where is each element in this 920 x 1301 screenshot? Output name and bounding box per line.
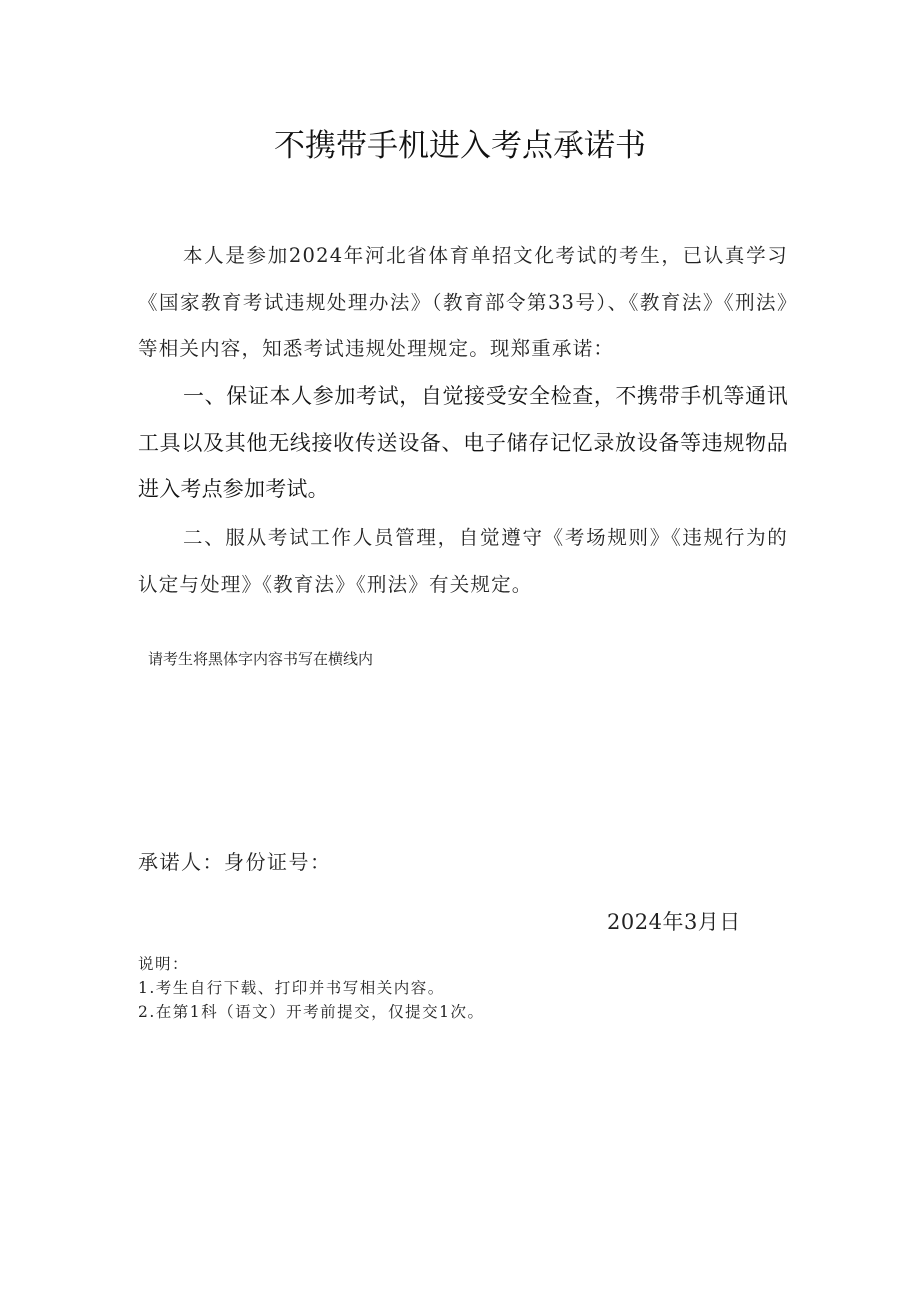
commitment-item-2: 二、服从考试工作人员管理，自觉遵守《考场规则》《违规行为的认定与处理》《教育法》《刑法》有关规定。 xyxy=(138,526,788,596)
commitment-intro-paragraph: 本人是参加2024年河北省体育单招文化考试的考生，已认真学习《国家教育考试违规处理办法》（教育部令第33号）、《教育法》《刑法》等相关内容，知悉考试违规处理规定。现郑重承诺： xyxy=(138,244,788,360)
handwriting-instruction: 请考生将黑体字内容书写在横线内 xyxy=(148,650,374,668)
notes-section xyxy=(138,952,485,1024)
commitment-item-1-bold: 一、保证本人参加考试，自觉接受安全检查，不携带手机等通讯工具以及其他无线接收传送设备、电子储存记忆录放设备等违规物品进入考点参加考试。 xyxy=(138,384,788,501)
notes-item: 1.考生自行下载、打印并书写相关内容。 xyxy=(138,979,445,997)
notes-item: 2.在第1科（语文）开考前提交，仅提交1次。 xyxy=(138,1003,485,1021)
notes-heading: 说明： xyxy=(138,955,190,973)
signature-line: 承诺人：身份证号： xyxy=(138,850,332,874)
document-title: 不携带手机进入考点承诺书 xyxy=(274,128,646,164)
date-line: 2024年3月日 xyxy=(607,910,741,934)
